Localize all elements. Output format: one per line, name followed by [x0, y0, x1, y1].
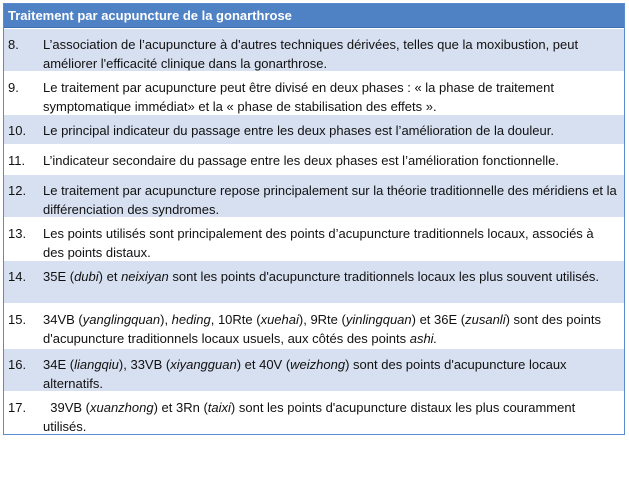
row-number: 11. [8, 153, 26, 168]
table-body [4, 28, 624, 434]
table-row [4, 260, 624, 303]
row-number: 10. [8, 123, 27, 138]
table-row [4, 144, 624, 174]
table-row [4, 174, 624, 217]
row-number: 8. [8, 37, 19, 52]
row-number: 12. [8, 183, 27, 198]
point-name: neixiyan [121, 269, 169, 284]
row-text [43, 261, 624, 303]
text-segment: ) et 3Rn ( [153, 400, 208, 415]
table-title: Traitement par acupuncture de la gonarthrose [4, 4, 624, 28]
row-text [43, 304, 624, 348]
point-name: liangqiu [74, 357, 119, 372]
row-number: 9. [8, 80, 19, 95]
table-row [4, 28, 624, 71]
text-segment: ) et 36E ( [411, 312, 466, 327]
text-segment: ) et 40V ( [236, 357, 291, 372]
text-segment: ) sont des points d'acupuncture locaux alternatifs. [43, 357, 571, 391]
text-segment: , 10Rte ( [210, 312, 261, 327]
row-number: 14. [8, 269, 27, 284]
table-row [4, 391, 624, 434]
point-name: xuanzhong [89, 400, 154, 415]
text-segment: ), 9Rte ( [298, 312, 346, 327]
text-segment: sont les points d'acupuncture traditionnels locaux les plus souvent utilisés. [168, 269, 600, 284]
row-text [43, 392, 624, 434]
point-name: xiyangguan [170, 357, 237, 372]
table-row [4, 303, 624, 348]
point-name: ashi. [409, 331, 438, 346]
text-segment: 34VB ( [43, 312, 83, 327]
point-name: yanglingquan [82, 312, 161, 327]
text-segment: ), 33VB ( [118, 357, 171, 372]
point-name: weizhong [290, 357, 346, 372]
row-text: L’indicateur secondaire du passage entre les deux phases est l’amélioration fonctionnelle. [43, 153, 559, 168]
row-number: 13. [8, 226, 27, 241]
row-text: L’association de l’acupuncture à d'autres techniques dérivées, telles que la moxibustion, peut améliorer l'efficacité clinique dans la gonarthrose. [43, 37, 579, 71]
table-row [4, 71, 624, 114]
recommendations-table [3, 3, 625, 435]
point-name: xuehai [260, 312, 299, 327]
table-row [4, 114, 624, 144]
text-segment: ), [160, 312, 172, 327]
text-segment: 35E ( [43, 269, 75, 284]
text-segment: ) sont des points d'acupuncture traditionnels locaux usuels, aux côtés des points [43, 312, 605, 346]
text-segment: ) sont les points d'acupuncture distaux les plus couramment utilisés. [43, 400, 579, 434]
row-number: 16. [8, 357, 27, 372]
point-name: heding [171, 312, 211, 327]
row-text: Les points utilisés sont principalement des points d’acupuncture traditionnels locaux, associés à des points distaux. [43, 226, 594, 260]
row-text: Le traitement par acupuncture repose principalement sur la théorie traditionnelle des méridiens et la différenciation des syndromes. [43, 183, 617, 217]
row-text: Le traitement par acupuncture peut être divisé en deux phases : « la phase de traitement symptomatique immédiat» et la « phase de stabilisation des effets ». [43, 80, 554, 114]
row-number: 17. [8, 400, 27, 415]
point-name: taixi [207, 400, 231, 415]
text-segment: 34E ( [43, 357, 75, 372]
row-text: Le principal indicateur du passage entre les deux phases est l’amélioration de la douleur. [43, 123, 554, 138]
text-segment: ) et [98, 269, 122, 284]
table-row [4, 348, 624, 391]
text-segment: 39VB ( [43, 400, 90, 415]
point-name: yinlingquan [345, 312, 412, 327]
row-number: 15. [8, 312, 27, 327]
point-name: dubi [74, 269, 99, 284]
table-row [4, 217, 624, 260]
point-name: zusanli [465, 312, 506, 327]
row-text [43, 349, 624, 391]
